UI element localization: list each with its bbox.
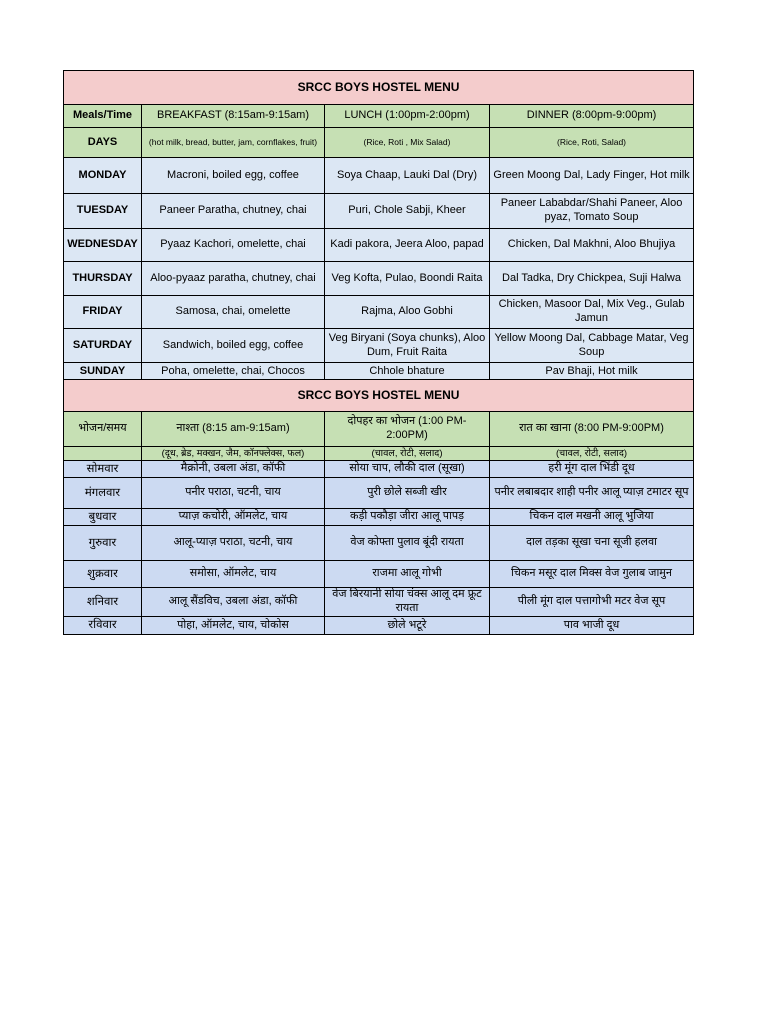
breakfast-item: प्याज़ कचोरी, ऑमलेट, चाय: [142, 509, 325, 526]
table-row: [64, 262, 694, 296]
dinner-item: दाल तड़का सूखा चना सूजी हलवा: [490, 526, 694, 561]
lunch-item: Rajma, Aloo Gobhi: [325, 296, 490, 329]
table-row: [64, 588, 694, 617]
dinner-item: पनीर लबाबदार शाही पनीर आलू प्याज़ टमाटर सूप: [490, 478, 694, 509]
day-name: शनिवार: [64, 588, 142, 617]
lunch-item: वेज बिरयानी सोया चंक्स आलू दम फ्रूट रायता: [325, 588, 490, 617]
lunch-item: वेज कोफ्ता पुलाव बूंदी रायता: [325, 526, 490, 561]
breakfast-item: Aloo-pyaaz paratha, chutney, chai: [142, 262, 325, 296]
breakfast-item: पनीर पराठा, चटनी, चाय: [142, 478, 325, 509]
header-breakfast-hindi: नाश्ता (8:15 am-9:15am): [142, 412, 325, 447]
lunch-item: Kadi pakora, Jeera Aloo, papad: [325, 229, 490, 262]
dinner-item: Chicken, Dal Makhni, Aloo Bhujiya: [490, 229, 694, 262]
dinner-item: पाव भाजी दूध: [490, 617, 694, 635]
day-name: गुरुवार: [64, 526, 142, 561]
table-row: [64, 296, 694, 329]
lunch-item: Puri, Chole Sabji, Kheer: [325, 194, 490, 229]
menu-title: SRCC BOYS HOSTEL MENU: [64, 71, 694, 105]
lunch-item: Veg Kofta, Pulao, Boondi Raita: [325, 262, 490, 296]
dinner-item: पीली मूंग दाल पत्तागोभी मटर वेज सूप: [490, 588, 694, 617]
day-name: बुधवार: [64, 509, 142, 526]
dinner-item: चिकन दाल मखनी आलू भुजिया: [490, 509, 694, 526]
lunch-item: Chhole bhature: [325, 363, 490, 381]
day-name: THURSDAY: [64, 262, 142, 296]
breakfast-staples-hindi: (दूध, ब्रेड, मक्खन, जैम, कॉनफ्लेक्स, फल): [142, 447, 325, 461]
dinner-item: Chicken, Masoor Dal, Mix Veg., Gulab Jamun: [490, 296, 694, 329]
table-row: [64, 509, 694, 526]
lunch-item: छोले भटूरे: [325, 617, 490, 635]
day-name: SATURDAY: [64, 329, 142, 363]
dinner-item: Yellow Moong Dal, Cabbage Matar, Veg Soup: [490, 329, 694, 363]
table-row: [64, 617, 694, 635]
dinner-item: चिकन मसूर दाल मिक्स वेज गुलाब जामुन: [490, 561, 694, 588]
header-breakfast: BREAKFAST (8:15am-9:15am): [142, 105, 325, 128]
breakfast-item: समोसा, ऑमलेट, चाय: [142, 561, 325, 588]
table-row: [64, 194, 694, 229]
day-name: मंगलवार: [64, 478, 142, 509]
lunch-staples-hindi: (चावल, रोटी, सलाद): [325, 447, 490, 461]
lunch-item: पुरी छोले सब्जी खीर: [325, 478, 490, 509]
day-name: FRIDAY: [64, 296, 142, 329]
table-row: [64, 363, 694, 381]
header-meals-time-hindi: भोजन/समय: [64, 412, 142, 447]
lunch-item: Soya Chaap, Lauki Dal (Dry): [325, 158, 490, 194]
day-name: सोमवार: [64, 461, 142, 478]
lunch-item: Veg Biryani (Soya chunks), Aloo Dum, Fruit Raita: [325, 329, 490, 363]
lunch-item: सोया चाप, लौकी दाल (सूखा): [325, 461, 490, 478]
header-dinner: DINNER (8:00pm-9:00pm): [490, 105, 694, 128]
table-row: [64, 478, 694, 509]
menu-title-hindi: SRCC BOYS HOSTEL MENU: [64, 380, 694, 412]
dinner-item: Dal Tadka, Dry Chickpea, Suji Halwa: [490, 262, 694, 296]
breakfast-item: Macroni, boiled egg, coffee: [142, 158, 325, 194]
header-lunch: LUNCH (1:00pm-2:00pm): [325, 105, 490, 128]
dinner-item: Pav Bhaji, Hot milk: [490, 363, 694, 381]
breakfast-item: पोहा, ऑमलेट, चाय, चोकोस: [142, 617, 325, 635]
table-row: [64, 461, 694, 478]
table-row: [64, 229, 694, 262]
dinner-staples-hindi: (चावल, रोटी, सलाद): [490, 447, 694, 461]
header-dinner-hindi: रात का खाना (8:00 PM-9:00PM): [490, 412, 694, 447]
header-meals-time: Meals/Time: [64, 105, 142, 128]
day-name: रविवार: [64, 617, 142, 635]
header-days: DAYS: [64, 128, 142, 158]
dinner-item: हरी मूंग दाल भिंडी दूध: [490, 461, 694, 478]
breakfast-item: Pyaaz Kachori, omelette, chai: [142, 229, 325, 262]
breakfast-item: Paneer Paratha, chutney, chai: [142, 194, 325, 229]
day-name: WEDNESDAY: [64, 229, 142, 262]
dinner-staples: (Rice, Roti, Salad): [490, 128, 694, 158]
day-name: शुक्रवार: [64, 561, 142, 588]
breakfast-item: आलू-प्याज़ पराठा, चटनी, चाय: [142, 526, 325, 561]
lunch-item: कड़ी पकौड़ा जीरा आलू पापड़: [325, 509, 490, 526]
breakfast-item: Samosa, chai, omelette: [142, 296, 325, 329]
day-name: SUNDAY: [64, 363, 142, 381]
table-row: [64, 329, 694, 363]
dinner-item: Paneer Lababdar/Shahi Paneer, Aloo pyaz, Tomato Soup: [490, 194, 694, 229]
table-row: [64, 526, 694, 561]
breakfast-item: Sandwich, boiled egg, coffee: [142, 329, 325, 363]
header-lunch-hindi: दोपहर का भोजन (1:00 PM-2:00PM): [325, 412, 490, 447]
breakfast-item: आलू सैंडविच, उबला अंडा, कॉफी: [142, 588, 325, 617]
day-name: TUESDAY: [64, 194, 142, 229]
breakfast-staples: (hot milk, bread, butter, jam, cornflakes, fruit): [142, 128, 325, 158]
english-menu-table: [63, 70, 694, 381]
day-name: MONDAY: [64, 158, 142, 194]
breakfast-item: मैक्रोनी, उबला अंडा, कॉफी: [142, 461, 325, 478]
hindi-menu-table: [63, 379, 694, 635]
lunch-staples: (Rice, Roti , Mix Salad): [325, 128, 490, 158]
table-row: [64, 561, 694, 588]
breakfast-item: Poha, omelette, chai, Chocos: [142, 363, 325, 381]
header-days-hindi: [64, 447, 142, 461]
dinner-item: Green Moong Dal, Lady Finger, Hot milk: [490, 158, 694, 194]
lunch-item: राजमा आलू गोभी: [325, 561, 490, 588]
table-row: [64, 158, 694, 194]
